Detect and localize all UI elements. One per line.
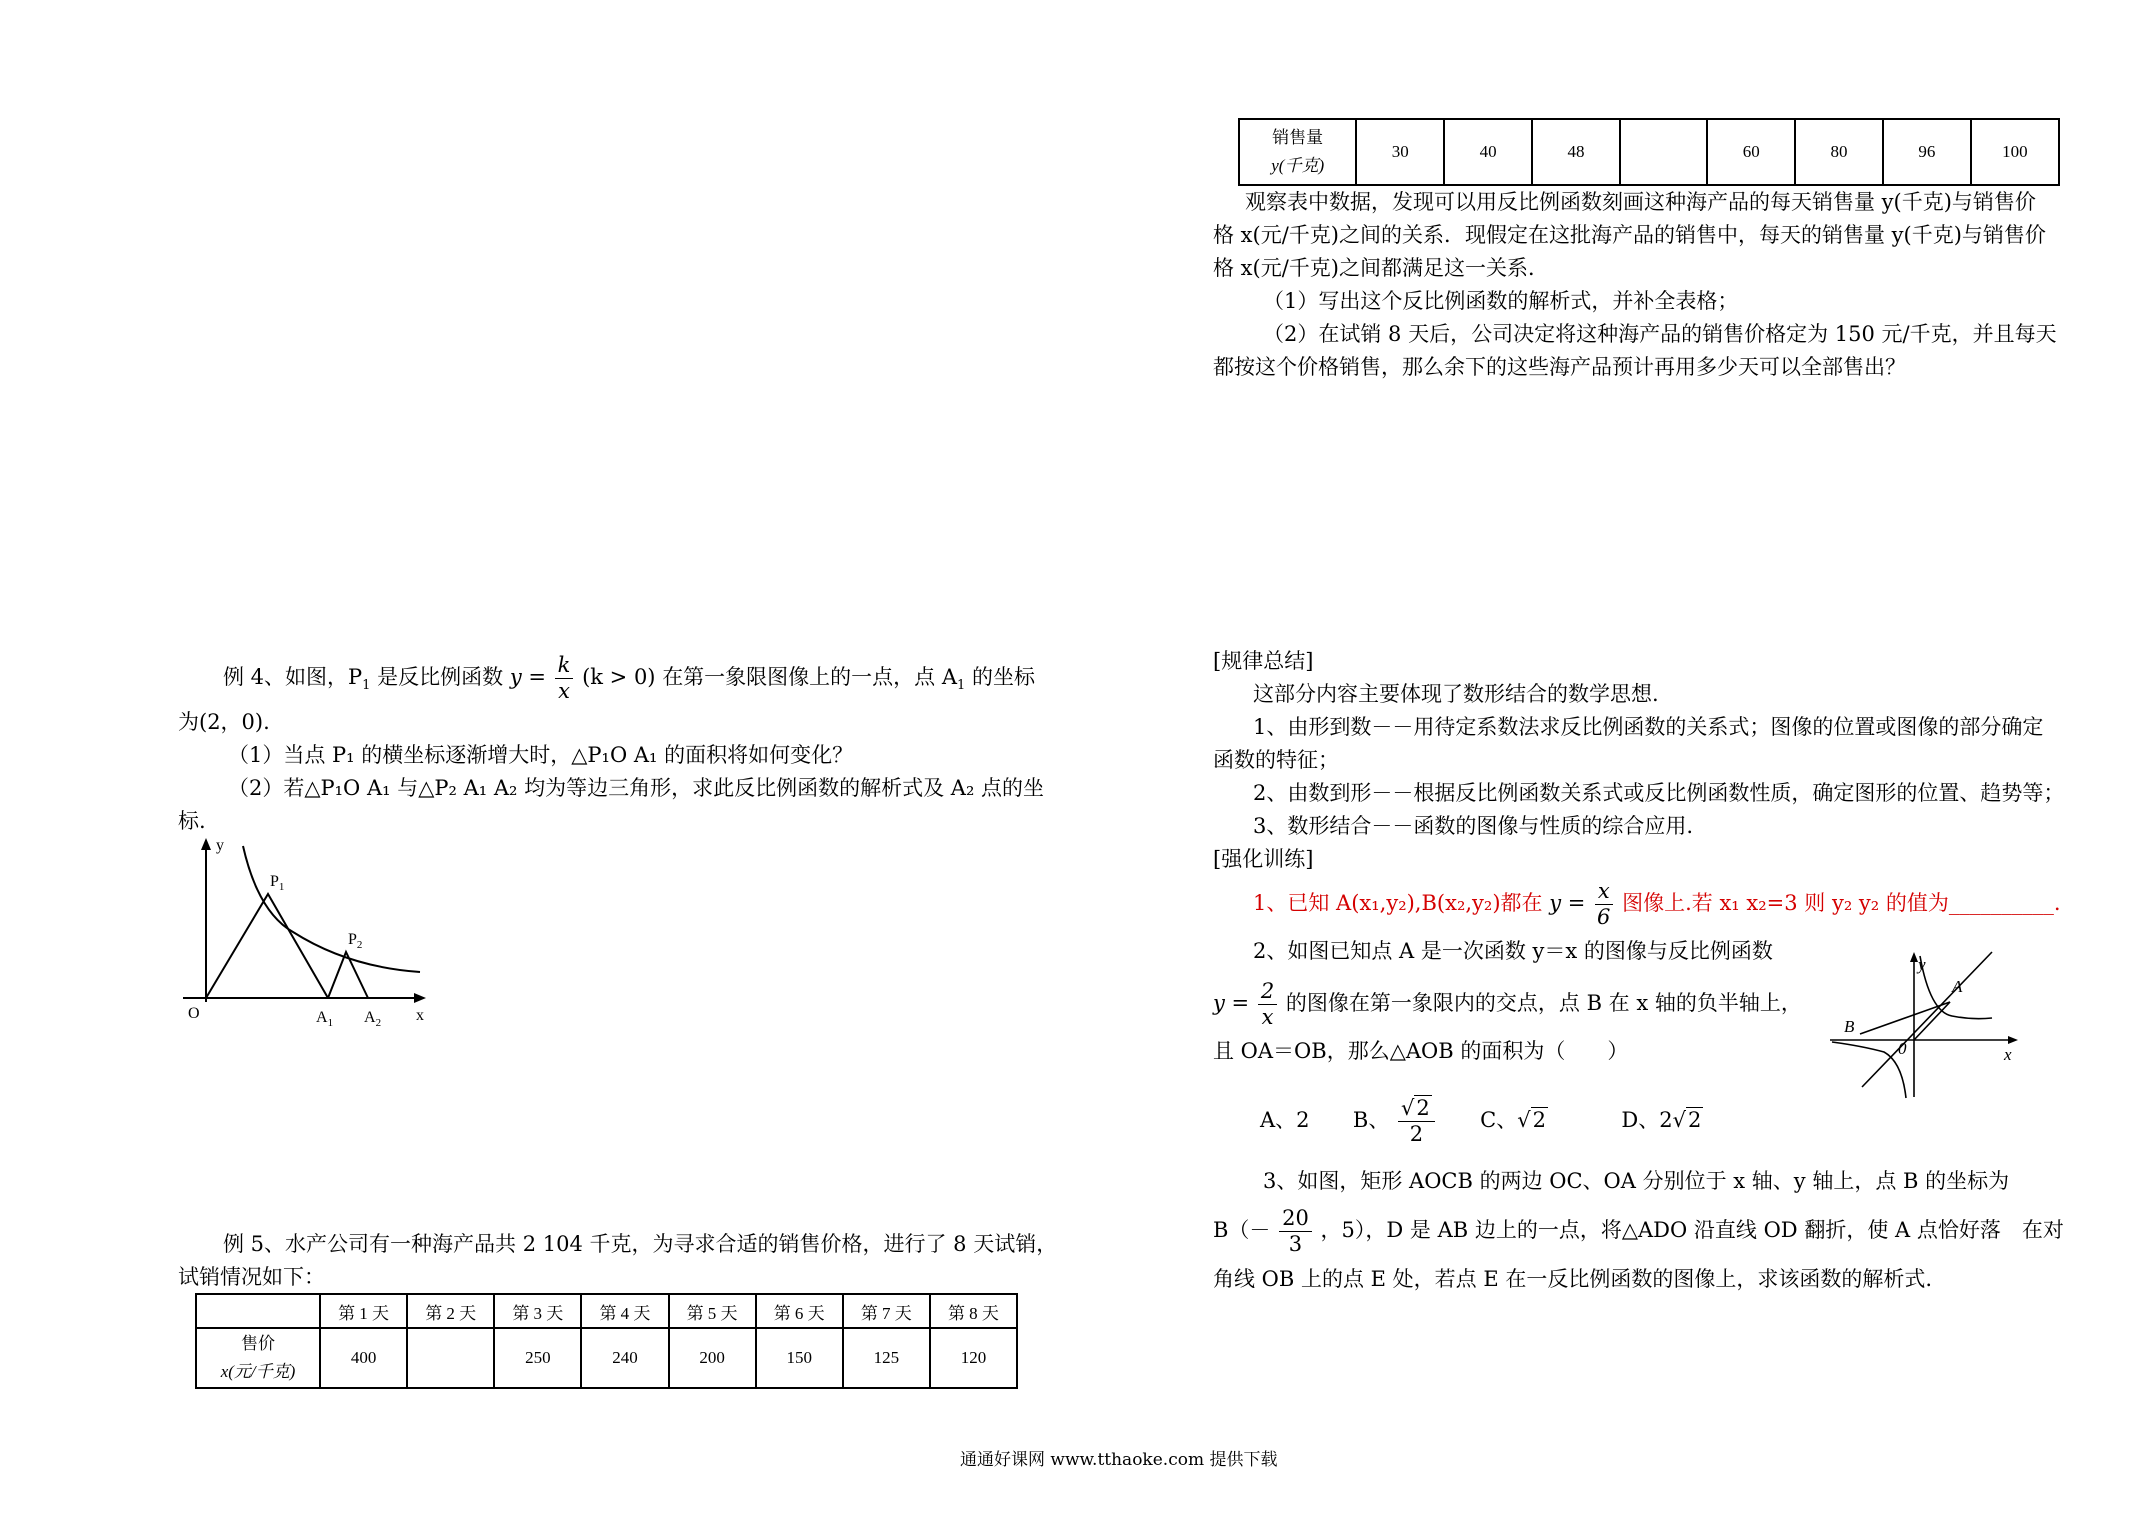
row-label-line: 售价 bbox=[241, 1334, 275, 1353]
table-cell: 30 bbox=[1356, 119, 1444, 185]
option-a: A、2 bbox=[1260, 1108, 1310, 1132]
paragraph-line: 格 x(元/千克)之间的关系．现假定在这批海产品的销售中，每天的销售量 y(千克)与销售价 bbox=[1213, 223, 2046, 247]
question-line: 都按这个价格销售，那么余下的这些海产品预计再用多少天可以全部售出？ bbox=[1213, 355, 1906, 379]
table-header-cell: 第 3 天 bbox=[494, 1294, 581, 1328]
text: 的图像在第一象限内的交点，点 B 在 x 轴的负半轴上， bbox=[1285, 991, 1802, 1015]
text: ，5），D 是 AB 边上的一点，将△ADO 沿直线 OD 翻折，使 A 点恰好落 在对 bbox=[1320, 1218, 2064, 1242]
denominator: 3 bbox=[1288, 1232, 1303, 1256]
table-row-label bbox=[1239, 119, 1356, 185]
summary-intro: 这部分内容主要体现了数形结合的数学思想. bbox=[1253, 682, 1659, 706]
denominator: 6 bbox=[1597, 905, 1611, 929]
example5-line2: 试销情况如下： bbox=[178, 1265, 325, 1289]
table-row-label bbox=[196, 1328, 320, 1388]
table-header-cell: 第 2 天 bbox=[407, 1294, 494, 1328]
text: 1、已知 A(x₁,y₂),B(x₂,y₂)都在 bbox=[1253, 891, 1543, 915]
point-a2-label: $A_2$ bbox=[364, 1009, 382, 1029]
hyperbola-branch-2 bbox=[1832, 1042, 1906, 1098]
numerator: k bbox=[555, 655, 574, 679]
numerator: x bbox=[1595, 881, 1613, 905]
condition: (k > 0) bbox=[582, 665, 656, 689]
paragraph-line: 观察表中数据，发现可以用反比例函数刻画这种海产品的每天销售量 y(千克)与销售价 bbox=[1245, 190, 2036, 214]
summary-point: 3、数形结合－－函数的图像与性质的综合应用. bbox=[1253, 814, 1694, 838]
table-header-cell: 第 1 天 bbox=[320, 1294, 407, 1328]
table-cell: 60 bbox=[1707, 119, 1795, 185]
option-d: D、2√2 bbox=[1621, 1108, 1702, 1132]
table-cell: 80 bbox=[1795, 119, 1883, 185]
table-header-cell: 第 8 天 bbox=[930, 1294, 1017, 1328]
example4-question1: （1）当点 P₁ 的横坐标逐渐增大时，△P₁O A₁ 的面积将如何变化？ bbox=[228, 743, 854, 767]
summary-heading: [规律总结] bbox=[1213, 649, 1314, 673]
summary-point: 2、由数到形－－根据反比例函数关系式或反比例函数性质，确定图形的位置、趋势等； bbox=[1253, 781, 2065, 805]
fraction bbox=[555, 655, 574, 702]
example4-question2-cont: 标. bbox=[178, 809, 206, 833]
table-header-cell: 第 5 天 bbox=[669, 1294, 756, 1328]
table-cell: 400 bbox=[320, 1328, 407, 1388]
question-line: （2）在试销 8 天后，公司决定将这种海产品的销售价格定为 150 元/千克，并且每天 bbox=[1263, 322, 2057, 346]
answer-options bbox=[1260, 1090, 1703, 1150]
text: 是反比例函数 bbox=[377, 665, 504, 689]
training-question-3-line2 bbox=[1213, 1200, 2064, 1260]
hyperbola-triangle-figure bbox=[178, 832, 438, 1032]
sales-volume-table bbox=[1238, 118, 2060, 186]
text: 的坐标 bbox=[972, 665, 1035, 689]
table-cell: 40 bbox=[1444, 119, 1532, 185]
y-axis-arrow bbox=[1910, 952, 1918, 962]
paragraph-line: 格 x(元/千克)之间都满足这一关系． bbox=[1213, 256, 1549, 280]
point-a1-label: $A_1$ bbox=[316, 1009, 334, 1029]
denominator: x bbox=[558, 679, 570, 703]
table-corner-cell bbox=[196, 1294, 320, 1328]
origin-label: 0 bbox=[1898, 1039, 1907, 1058]
page-footer: 通通好课网 www.tthaoke.com 提供下载 bbox=[960, 1450, 1278, 1470]
table-cell: 150 bbox=[756, 1328, 843, 1388]
table-cell: 250 bbox=[494, 1328, 581, 1388]
linear-function-line bbox=[1862, 952, 1992, 1087]
training-question-1: 1、已知 A(x₁,y₂),B(x₂,y₂)都在 y = $\frac{x}{6}$ 图像上.若 x₁ x₂=3 则 y₂ y₂ 的值为__________. bbox=[1253, 879, 2061, 929]
example4-line2: 为(2，0). bbox=[178, 710, 270, 734]
x-axis-arrow bbox=[2008, 1036, 2018, 1044]
training-question-2-line1: 2、如图已知点 A 是一次函数 y＝x 的图像与反比例函数 bbox=[1253, 939, 1773, 963]
x-axis-arrow bbox=[414, 993, 426, 1003]
table-header-cell: 第 4 天 bbox=[581, 1294, 668, 1328]
y-axis-label: y bbox=[216, 837, 224, 854]
origin-label: O bbox=[188, 1005, 200, 1022]
text: B（－ bbox=[1213, 1218, 1271, 1242]
table-cell: 96 bbox=[1883, 119, 1971, 185]
point-p1-label: $P_1$ bbox=[270, 873, 285, 893]
segment-ba bbox=[1860, 1002, 1950, 1034]
fraction: $\frac{√2}{2}$ bbox=[1398, 1098, 1435, 1145]
table-header-cell: 第 7 天 bbox=[843, 1294, 930, 1328]
hyperbola-curve bbox=[243, 846, 420, 972]
training-question-2-line2: y = $\frac{2}{x}$ 的图像在第一象限内的交点，点 B 在 x 轴的负半轴上， bbox=[1213, 979, 1802, 1029]
option-b: B、 $\frac{√2}{2}$ bbox=[1353, 1108, 1444, 1132]
example5-line1: 例 5、水产公司有一种海产品共 2 104 千克，为寻求合适的销售价格，进行了 8 天试销， bbox=[223, 1232, 1058, 1256]
row-label-line: x(元/千克) bbox=[220, 1362, 296, 1381]
fraction bbox=[1279, 1208, 1312, 1255]
y-axis-arrow bbox=[201, 838, 211, 850]
table-cell: 120 bbox=[930, 1328, 1017, 1388]
table-cell: 48 bbox=[1532, 119, 1620, 185]
table-cell bbox=[407, 1328, 494, 1388]
text: 在第一象限图像上的一点，点 A bbox=[662, 665, 958, 689]
x-axis-label: x bbox=[2004, 1045, 2012, 1064]
y-axis-label: y bbox=[1918, 955, 1926, 974]
row-label-line: y(千克) bbox=[1271, 156, 1325, 175]
table-cell: 240 bbox=[581, 1328, 668, 1388]
example4-question2: （2）若△P₁O A₁ 与△P₂ A₁ A₂ 均为等边三角形，求此反比例函数的解析式及 A₂ 点的坐 bbox=[228, 776, 1045, 800]
fraction bbox=[1258, 981, 1277, 1028]
point-p2-label: $P_2$ bbox=[348, 931, 363, 951]
denominator: x bbox=[1261, 1005, 1274, 1029]
fraction bbox=[1594, 881, 1613, 928]
table-header-cell: 第 6 天 bbox=[756, 1294, 843, 1328]
text: 图像上.若 x₁ x₂=3 则 y₂ y₂ 的值为__________. bbox=[1622, 891, 2061, 915]
table-cell: 200 bbox=[669, 1328, 756, 1388]
example4-line1: 例 4、如图，$P_1$ 是反比例函数 y = $\frac{k}{x}$ (k > 0) 在第一象限图像上的一点，点 $A_1$ 的坐标 bbox=[223, 653, 1035, 703]
numerator: 2 bbox=[1258, 981, 1277, 1005]
numerator: 20 bbox=[1279, 1208, 1312, 1232]
text: 例 4、如图，P bbox=[223, 665, 363, 689]
point-a-label: A bbox=[1952, 977, 1963, 996]
x-axis-label: x bbox=[416, 1007, 424, 1024]
training-question-3-line1: 3、如图，矩形 AOCB 的两边 OC、OA 分别位于 x 轴、y 轴上，点 B 的坐标为 bbox=[1263, 1169, 2010, 1193]
summary-point: 函数的特征； bbox=[1213, 748, 1339, 772]
line-hyperbola-figure bbox=[1822, 942, 2022, 1102]
row-label-line: 销售量 bbox=[1272, 128, 1324, 147]
option-c: C、√2 bbox=[1480, 1108, 1547, 1132]
table-cell: 100 bbox=[1971, 119, 2059, 185]
training-heading: [强化训练] bbox=[1213, 847, 1314, 871]
table-cell bbox=[1620, 119, 1707, 185]
point-b-label: B bbox=[1844, 1017, 1855, 1036]
question-line: （1）写出这个反比例函数的解析式，并补全表格； bbox=[1263, 289, 1739, 313]
table-cell: 125 bbox=[843, 1328, 930, 1388]
trial-sales-table bbox=[195, 1293, 1018, 1389]
summary-point: 1、由形到数－－用待定系数法求反比例函数的关系式；图像的位置或图像的部分确定 bbox=[1253, 715, 2044, 739]
training-question-2-line3: 且 OA＝OB，那么△AOB 的面积为（ ） bbox=[1213, 1039, 1629, 1063]
training-question-3-line3: 角线 OB 上的点 E 处，若点 E 在一反比例函数的图像上，求该函数的解析式. bbox=[1213, 1267, 1933, 1291]
triangle-p1-o-a1 bbox=[206, 894, 328, 998]
